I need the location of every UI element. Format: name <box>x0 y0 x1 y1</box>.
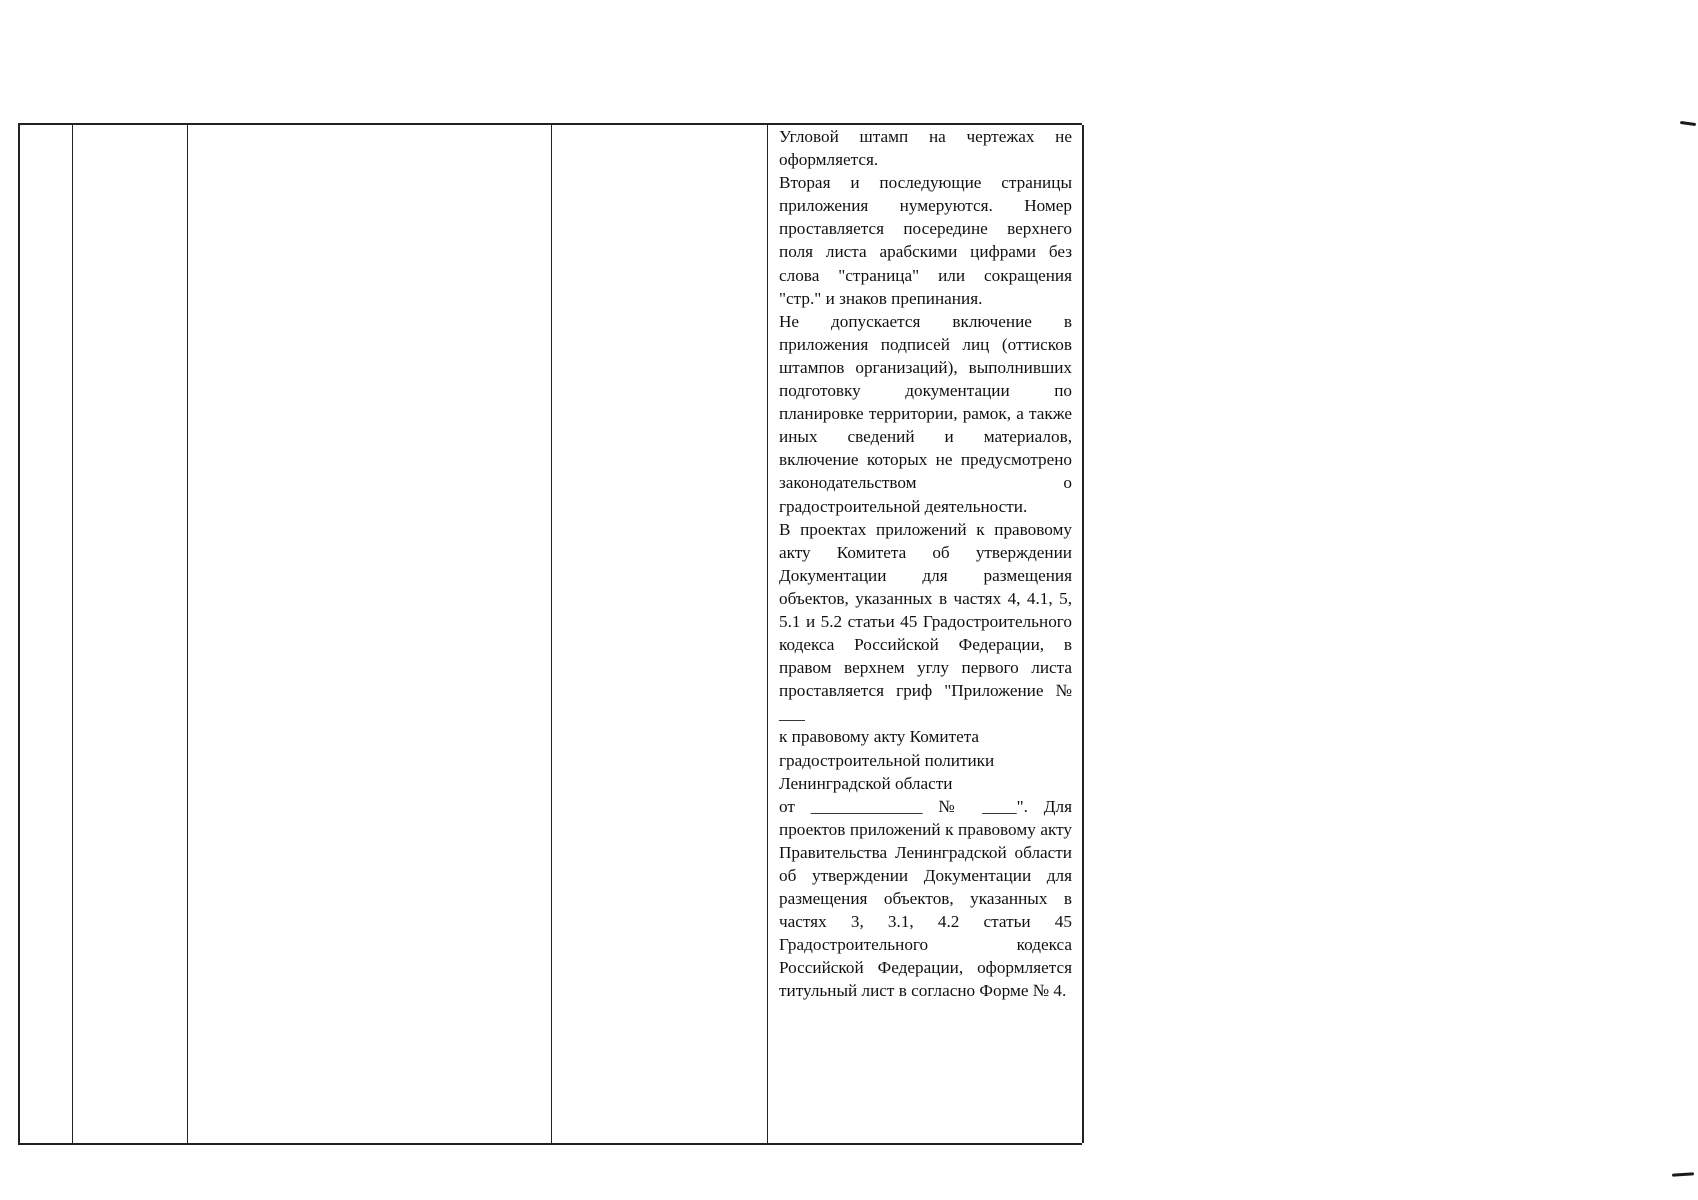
scan-artifact-mark <box>1680 121 1696 126</box>
stamp-line-3: Ленинградской области <box>779 773 953 793</box>
stamp-line-1: к правовому акту Комитета <box>779 727 980 747</box>
notes-paragraph-numbering: Вторая и последующие страницы приложения нумеруются. Номер проставляется посередине верхнего поля листа арабскими цифрами без слова "страница" или сокращения "стр." и знаков препинания. <box>779 173 1072 308</box>
table-column-number <box>20 125 73 1143</box>
notes-cell-text <box>779 125 1072 1003</box>
notes-paragraph-committee-act: В проектах приложений к правовому акту Комитета об утверждении Документации для размещения объектов, указанных в частях 4, 4.1, 5, 5.1 и 5.2 статьи 45 Градостроительного кодекса Российской Федерации, в правом верхнем углу первого листа проставляется гриф "Приложение № ___ <box>779 519 1072 724</box>
notes-paragraph-signatures: Не допускается включение в приложения подписей лиц (оттисков штампов организаций), выполнивших подготовку документации по планировке территории, рамок, а также иных сведений и материалов, включение которых не предусмотрено законодательством о градостроительной деятельности. <box>779 311 1072 516</box>
table-column-reference <box>552 125 768 1143</box>
table-column-requirement <box>188 125 552 1143</box>
requirements-table <box>18 123 1082 1145</box>
scan-artifact-mark <box>1672 1172 1694 1177</box>
notes-paragraph-stamp: Угловой штамп на чертежах не оформляется. <box>779 127 1072 170</box>
table-column-notes <box>768 125 1084 1143</box>
stamp-line-2: градостроительной политики <box>779 750 995 770</box>
notes-paragraph-government-act: от _____________ № ____". Для проектов приложений к правовому акту Правительства Ленинградской области об утверждении Документации для размещения объектов, указанных в частях 3, 3.1, 4.2 статьи 45 Градостроительного кодекса Российской Федерации, оформляется титульный лист в согласно Форме № 4. <box>779 796 1072 1001</box>
table-column-section <box>73 125 188 1143</box>
